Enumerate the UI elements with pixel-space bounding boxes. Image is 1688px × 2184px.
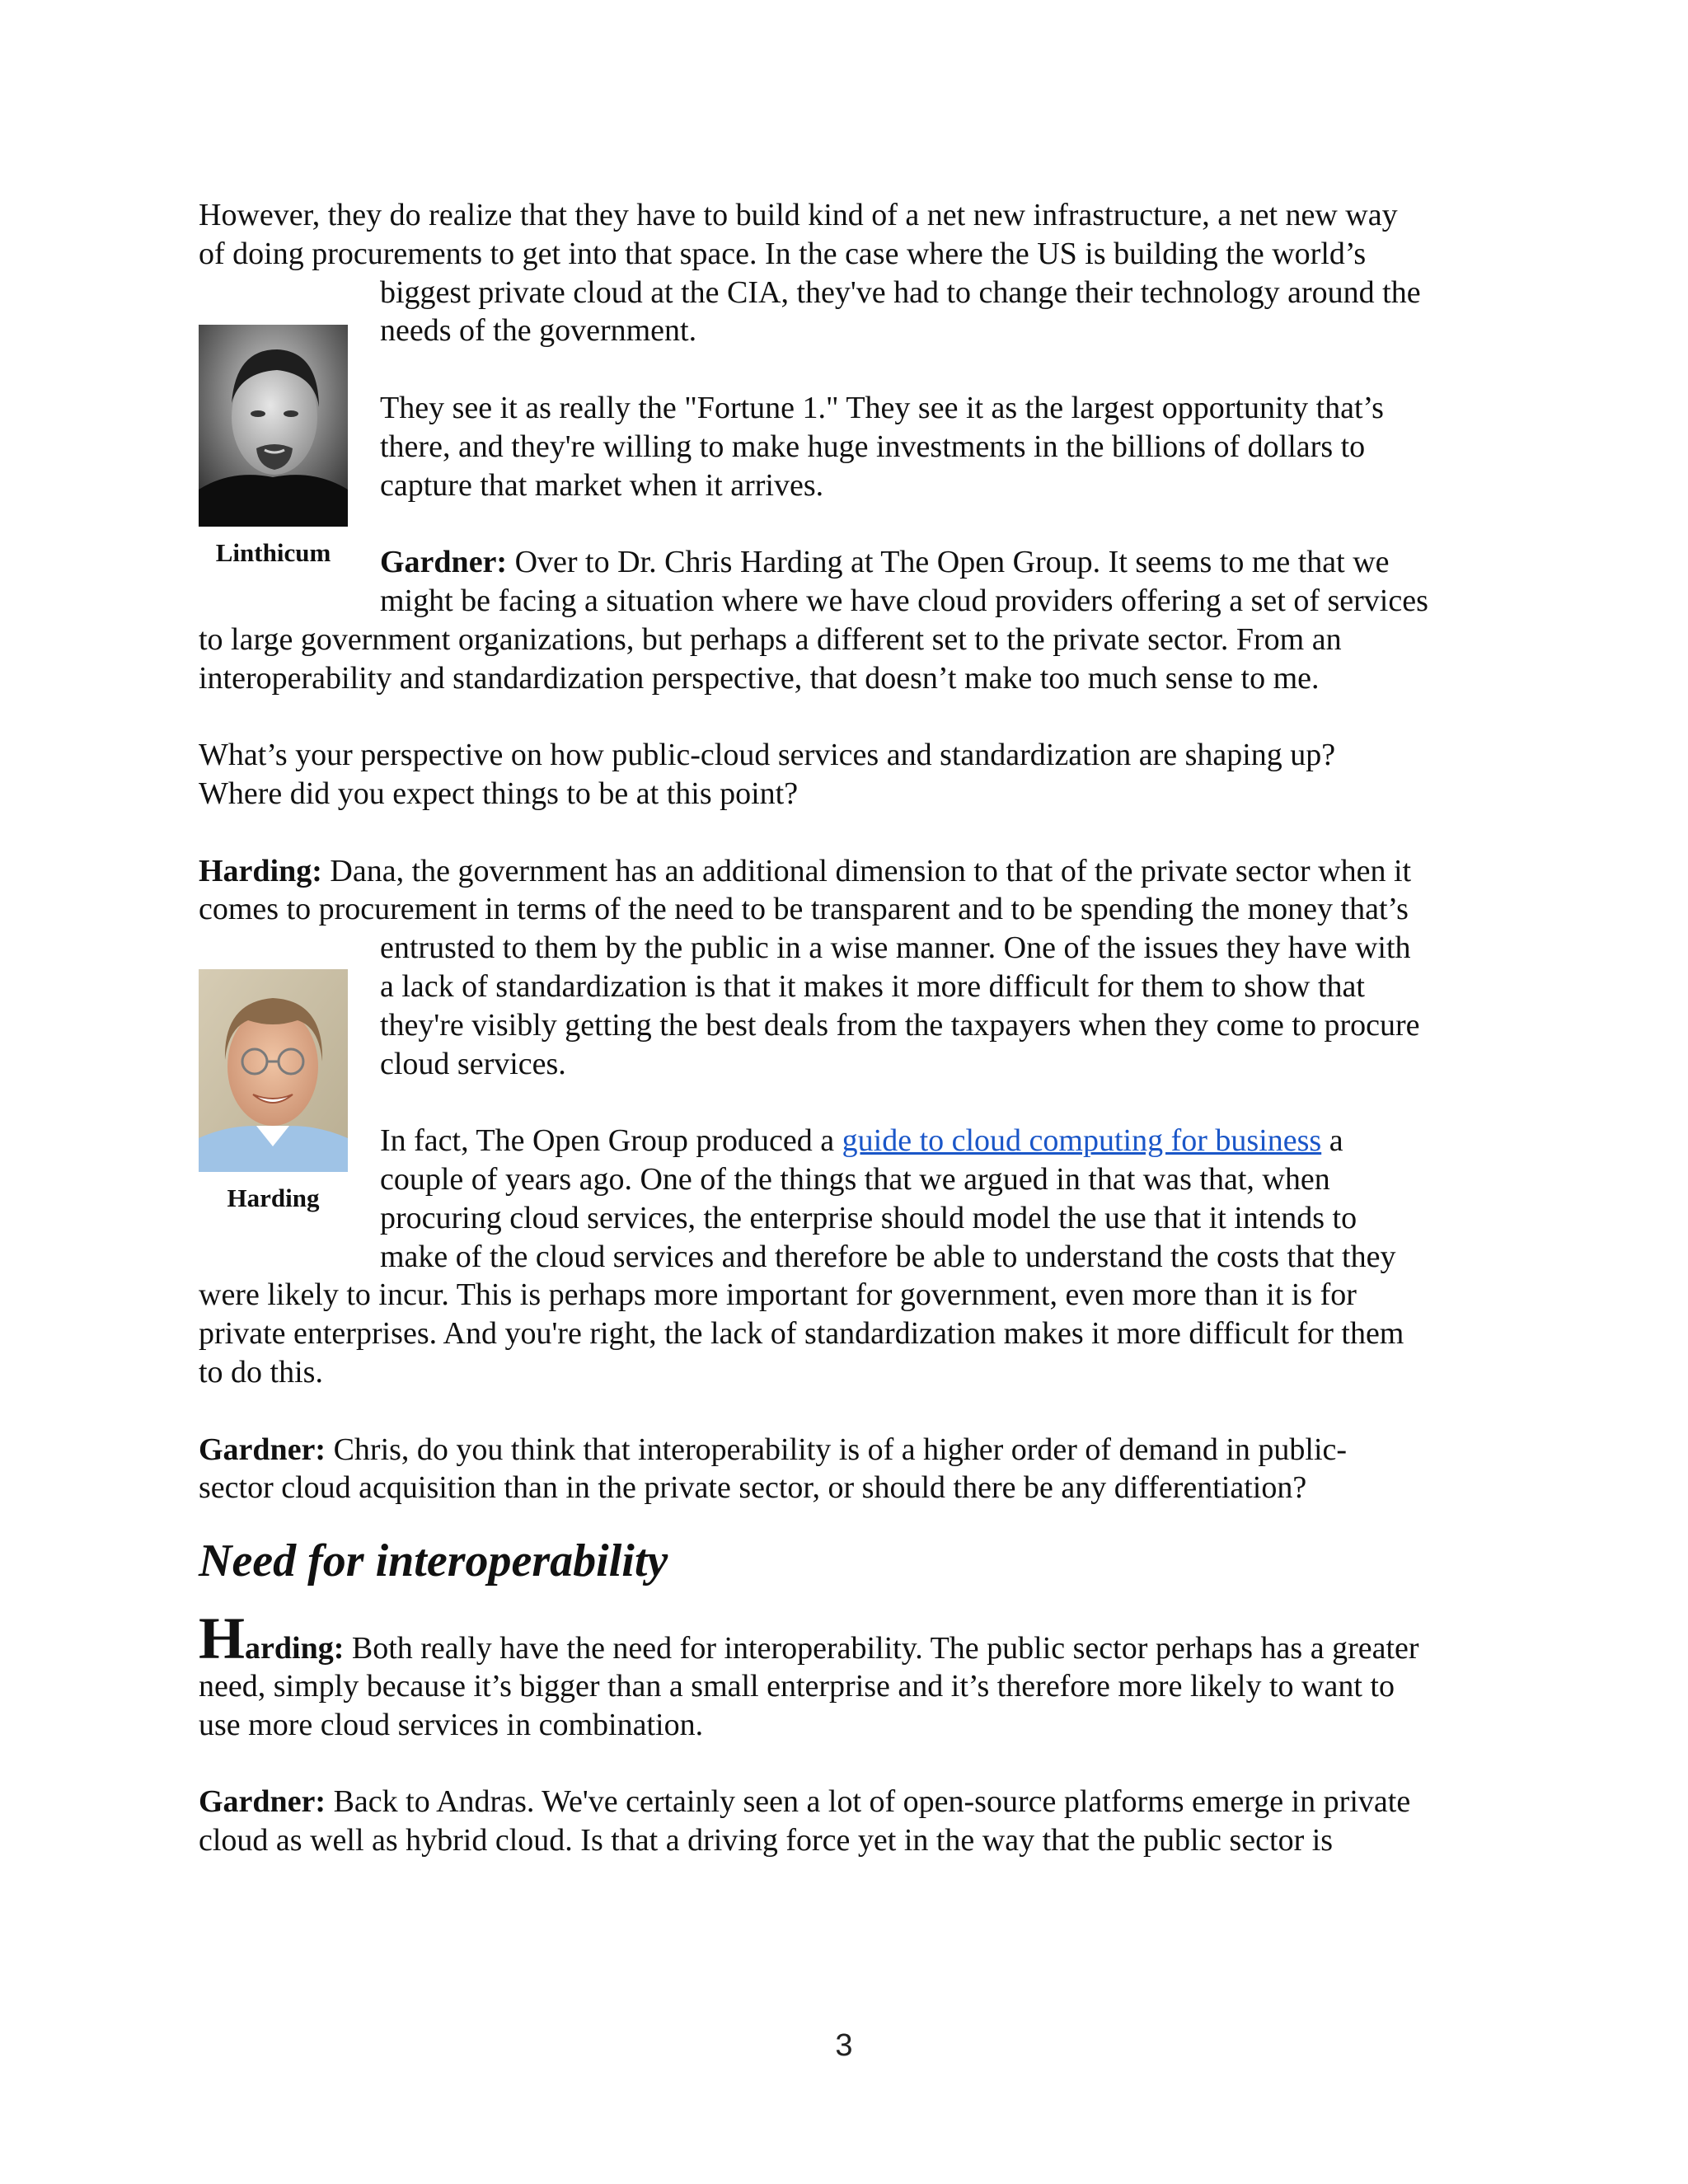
text-line: However, they do realize that they have to build kind of a net new infrastructure, a net new way [199,198,1398,232]
text-line: cloud as well as hybrid cloud. Is that a driving force yet in the way that the public sector is [199,1823,1334,1858]
speaker-name: Gardner: [380,545,508,580]
text-line: a lack of standardization is that it makes it more difficult for them to show that [380,968,1365,1004]
text-fragment: a [1321,1123,1343,1159]
paragraph [199,1122,1493,1392]
speaker-name: Harding: [199,853,322,888]
text-line: need, simply because it’s bigger than a small enterprise and it’s therefore more likely to want to [199,1669,1395,1704]
linthicum-caption: Linthicum [215,538,331,567]
text-line: cloud services. [380,1046,566,1081]
paragraph [199,389,1493,504]
paragraph [199,1783,1493,1860]
text-fragment: Chris, do you think that interoperability is of a higher order of demand in public- [326,1432,1348,1467]
text-line: there, and they're willing to make huge investments in the billions of dollars to [380,429,1366,464]
section-heading: Need for interoperability [199,1535,668,1587]
text-line: of doing procurements to get into that space. In the case where the US is building the world’s [199,236,1367,271]
text-line: private enterprises. And you're right, the lack of standardization makes it more difficult for them [199,1316,1404,1352]
text-fragment: Back to Andras. We've certainly seen a lot of open-source platforms emerge in private [326,1784,1411,1820]
text-line: were likely to incur. This is perhaps more important for government, even more than it is for [199,1277,1357,1313]
text-fragment: Over to Dr. Chris Harding at The Open Group. It seems to me that we [507,545,1390,580]
text-line [199,543,1493,582]
cloud-guide-link[interactable]: guide to cloud computing for business [842,1123,1322,1159]
text-line: to large government organizations, but perhaps a different set to the private sector. From an [199,621,1342,657]
text-line: needs of the government. [380,313,697,349]
text-line: entrusted to them by the public in a wise manner. One of the issues they have with [380,930,1411,966]
article-body [199,196,1493,1860]
paragraph [199,736,1493,813]
text-line: They see it as really the "Fortune 1." They see it as the largest opportunity that’s [380,390,1384,425]
text-fragment: Both really have the need for interoperability. The public sector perhaps has a greater [344,1631,1419,1666]
text-line: they're visibly getting the best deals from the taxpayers when they come to procure [380,1007,1420,1043]
drop-cap: H [199,1605,246,1672]
speaker-name: arding: [245,1631,345,1666]
text-line: Where did you expect things to be at this point? [199,776,799,811]
speaker-name: Gardner: [199,1784,326,1820]
harding-caption: Harding [227,1183,320,1212]
text-line: interoperability and standardization perspective, that doesn’t make too much sense to me. [199,660,1320,696]
text-line: What’s your perspective on how public-cloud services and standardization are shaping up? [199,738,1336,773]
text-line: biggest private cloud at the CIA, they've had to change their technology around the [380,274,1421,310]
text-line: sector cloud acquisition than in the private sector, or should there be any differentiation? [199,1470,1307,1506]
text-line [199,1605,1493,1672]
text-fragment: In fact, The Open Group produced a [380,1123,842,1159]
page-number: 3 [835,2028,853,2063]
text-line: procuring cloud services, the enterprise should model the use that it intends to [380,1200,1357,1235]
paragraph [199,196,1493,350]
text-line [199,1431,1493,1469]
text-line: to do this. [199,1354,323,1390]
text-fragment: Dana, the government has an additional dimension to that of the private sector when it [321,853,1412,888]
text-line [199,1783,1493,1821]
paragraph [199,543,1493,697]
paragraph [199,1605,1493,1745]
text-line: couple of years ago. One of the things that we argued in that was that, when [380,1161,1330,1197]
text-line: make of the cloud services and therefore be able to understand the costs that they [380,1239,1396,1274]
text-line [199,852,1493,891]
text-line: capture that market when it arrives. [380,467,824,503]
text-line: use more cloud services in combination. [199,1707,704,1742]
text-line: might be facing a situation where we have cloud providers offering a set of services [380,583,1428,618]
text-line [199,1122,1493,1160]
paragraph [199,1431,1493,1508]
text-line: comes to procurement in terms of the need to be transparent and to be spending the money that’s [199,892,1409,927]
speaker-name: Gardner: [199,1432,326,1467]
paragraph [199,852,1493,1084]
